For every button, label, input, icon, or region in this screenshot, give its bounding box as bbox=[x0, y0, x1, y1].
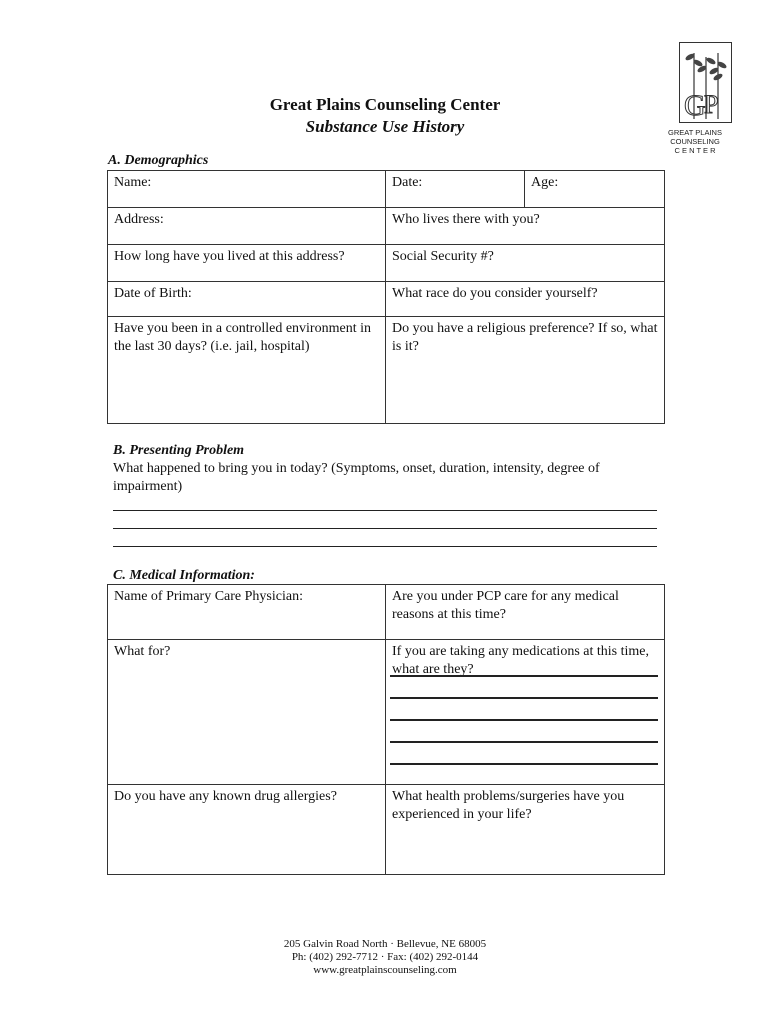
logo-line-2: COUNSELING bbox=[670, 137, 720, 146]
svg-text:G: G bbox=[684, 89, 706, 121]
medication-line-3[interactable] bbox=[390, 719, 658, 721]
dob-field[interactable] bbox=[108, 282, 386, 317]
what-for-label: What for? bbox=[114, 644, 171, 659]
medication-line-4[interactable] bbox=[390, 741, 658, 743]
race-label: What race do you consider yourself? bbox=[392, 286, 598, 301]
age-field[interactable] bbox=[525, 171, 665, 208]
ssn-field[interactable] bbox=[386, 245, 665, 282]
svg-text:P: P bbox=[704, 90, 719, 119]
medication-line-1[interactable] bbox=[390, 675, 658, 677]
footer-address: 205 Galvin Road North · Bellevue, NE 68005 bbox=[283, 938, 487, 950]
pcp-care-field[interactable] bbox=[386, 585, 665, 640]
controlled-env-label: Have you been in a controlled environment in the last 30 days? (i.e. jail, hospital) bbox=[114, 321, 371, 354]
age-label: Age: bbox=[531, 175, 559, 190]
logo-line-1: GREAT PLAINS bbox=[668, 128, 722, 137]
ssn-label: Social Security #? bbox=[392, 249, 494, 264]
who-lives-field[interactable] bbox=[386, 208, 665, 245]
religious-field[interactable] bbox=[386, 317, 665, 424]
medical-table bbox=[107, 584, 665, 875]
how-long-field[interactable] bbox=[108, 245, 386, 282]
section-c-heading: C. Medical Information: bbox=[113, 568, 255, 583]
demographics-table bbox=[107, 170, 665, 424]
address-label: Address: bbox=[114, 212, 164, 227]
allergies-field[interactable] bbox=[108, 785, 386, 875]
allergies-label: Do you have any known drug allergies? bbox=[114, 789, 337, 804]
section-b-heading: B. Presenting Problem bbox=[113, 443, 245, 458]
address-field[interactable] bbox=[108, 208, 386, 245]
name-label: Name: bbox=[114, 175, 152, 190]
controlled-env-field[interactable] bbox=[108, 317, 386, 424]
health-problems-label: What health problems/surgeries have you experienced in your life? bbox=[392, 789, 625, 822]
section-a-heading: A. Demographics bbox=[108, 153, 209, 168]
race-field[interactable] bbox=[386, 282, 665, 317]
footer-website[interactable]: www.greatplainscounseling.com bbox=[313, 964, 457, 976]
pcp-care-label: Are you under PCP care for any medical reasons at this time? bbox=[392, 589, 619, 622]
answer-line-2[interactable] bbox=[113, 528, 657, 529]
footer-phone: Ph: (402) 292-7712 · Fax: (402) 292-0144 bbox=[291, 951, 479, 963]
date-field[interactable] bbox=[386, 171, 525, 208]
health-problems-field[interactable] bbox=[386, 785, 665, 875]
pcp-name-label: Name of Primary Care Physician: bbox=[114, 589, 303, 604]
medication-line-5[interactable] bbox=[390, 763, 658, 765]
pcp-name-field[interactable] bbox=[108, 585, 386, 640]
what-for-field[interactable] bbox=[108, 640, 386, 785]
page-title: Great Plains Counseling Center bbox=[269, 95, 501, 114]
page-subtitle: Substance Use History bbox=[305, 117, 465, 136]
name-field[interactable] bbox=[108, 171, 386, 208]
medication-line-2[interactable] bbox=[390, 697, 658, 699]
answer-line-3[interactable] bbox=[113, 546, 657, 547]
religious-label: Do you have a religious preference? If so, what is it? bbox=[392, 321, 658, 354]
date-label: Date: bbox=[392, 175, 423, 190]
presenting-problem-question: What happened to bring you in today? (Symptoms, onset, duration, intensity, degree of impairment) bbox=[113, 461, 600, 494]
medications-label: If you are taking any medications at this time, what are they? bbox=[392, 644, 649, 677]
logo-line-3: C E N T E R bbox=[674, 146, 716, 155]
answer-line-1[interactable] bbox=[113, 510, 657, 511]
who-lives-label: Who lives there with you? bbox=[392, 212, 540, 227]
how-long-label: How long have you lived at this address? bbox=[114, 249, 345, 264]
dob-label: Date of Birth: bbox=[114, 286, 192, 301]
